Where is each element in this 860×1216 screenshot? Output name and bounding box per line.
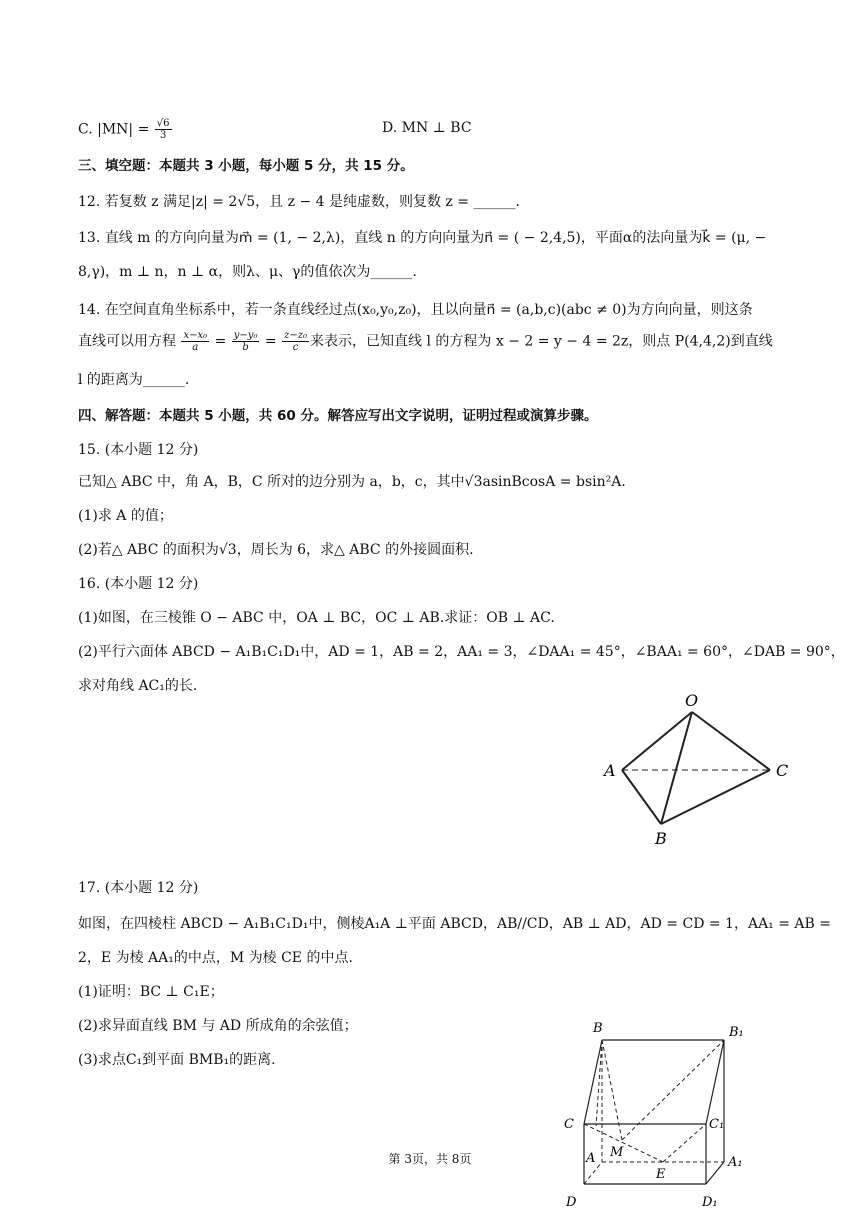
fig17-label-b: B — [593, 1021, 603, 1036]
page-footer: 第 3页，共 8页 — [388, 1152, 472, 1166]
fig16-label-a: A — [604, 761, 616, 780]
question-17-stem1: 如图，在四棱柱 ABCD − A₁B₁C₁D₁中，侧棱A₁A ⊥平面 ABCD，AB//CD，AB ⊥ AD，AD = CD = 1，AA₁ = AB = — [78, 916, 832, 932]
question-13-line1: 13. 直线 m 的方向向量为m⃗ = (1, − 2,λ)，直线 n 的方向向量为n⃗ = ( − 2,4,5)，平面α的法向量为k⃗ = (μ, − — [78, 230, 767, 246]
prism-figure — [556, 1016, 760, 1216]
question-17-stem2: 2，E 为棱 AA₁的中点，M 为棱 CE 的中点. — [78, 950, 353, 966]
option-c — [78, 118, 173, 141]
tetrahedron-figure — [596, 690, 806, 850]
fig17-label-e: E — [656, 1167, 666, 1182]
option-c-label: C. |MN| = — [78, 121, 150, 138]
question-15-title: 15. (本小题 12 分) — [78, 442, 199, 458]
q14-fraction-x: $\frac{\text{x−x₀}}{a}$ — [183, 330, 208, 353]
fig17-label-d: D — [566, 1195, 577, 1210]
fig17-label-a: A — [586, 1151, 596, 1166]
question-17-part3: (3)求点C₁到平面 BMB₁的距离. — [78, 1052, 276, 1068]
fig17-label-c1: C₁ — [709, 1117, 725, 1132]
question-17-title: 17. (本小题 12 分) — [78, 880, 199, 896]
question-15-part1: (1)求 A 的值； — [78, 508, 173, 524]
solve-section-header: 四、解答题：本题共 5 小题，共 60 分。解答应写出文字说明，证明过程或演算步骤。 — [78, 408, 598, 424]
q14-fraction-y: $\frac{\text{y−y₀}}{b}$ — [233, 330, 258, 353]
question-14-line3: l 的距离为______. — [78, 372, 190, 388]
question-14-line1: 14. 在空间直角坐标系中，若一条直线经过点(x₀,y₀,z₀)，且以向量n⃗ = (a,b,c)(abc ≠ 0)为方向向量，则这条 — [78, 302, 753, 318]
option-c-numerator: √6 — [156, 118, 170, 129]
q14-fraction-z: $\frac{\text{z−z₀}}{c}$ — [284, 330, 308, 353]
fig17-label-m: M — [610, 1145, 624, 1160]
q14-eq-2: = — [264, 333, 277, 350]
fig17-label-c: C — [564, 1117, 574, 1132]
question-14-line2 — [78, 330, 773, 353]
fig17-label-a1: A₁ — [728, 1155, 743, 1170]
question-16-title: 16. (本小题 12 分) — [78, 576, 199, 592]
option-d: D. MN ⊥ BC — [382, 120, 472, 136]
question-17-part2: (2)求异面直线 BM 与 AD 所成角的余弦值； — [78, 1018, 358, 1034]
fig17-label-b1: B₁ — [729, 1025, 744, 1040]
question-13-line2: 8,γ)，m ⊥ n，n ⊥ α，则λ、μ、γ的值依次为______. — [78, 264, 417, 280]
q14-line2-pre: 直线可以用方程 — [78, 333, 176, 350]
question-17-part1: (1)证明：BC ⊥ C₁E； — [78, 984, 224, 1000]
question-12: 12. 若复数 z 满足|z| = 2√5，且 z − 4 是纯虚数，则复数 z = ______. — [78, 194, 520, 210]
option-c-fraction — [155, 118, 172, 141]
fig16-label-o: O — [685, 691, 699, 710]
question-15-part2: (2)若△ ABC 的面积为√3，周长为 6，求△ ABC 的外接圆面积. — [78, 542, 474, 558]
option-c-denominator: 3 — [159, 130, 167, 141]
q14-eq-1: = — [214, 333, 227, 350]
q14-line2-post: 来表示，已知直线 l 的方程为 x − 2 = y − 4 = 2z，则点 P(4,4,2)到直线 — [310, 333, 773, 350]
question-15-stem: 已知△ ABC 中，角 A，B，C 所对的边分别为 a，b，c，其中√3asinBcosA = bsin²A. — [78, 474, 626, 490]
fig17-label-d1: D₁ — [702, 1195, 718, 1210]
fig16-label-b: B — [655, 829, 667, 848]
fill-section-header: 三、填空题：本题共 3 小题，每小题 5 分，共 15 分。 — [78, 158, 414, 174]
question-16-part2b: 求对角线 AC₁的长. — [78, 678, 198, 694]
fig16-label-c: C — [776, 761, 789, 780]
question-16-part1: (1)如图，在三棱锥 O − ABC 中，OA ⊥ BC，OC ⊥ AB.求证：OB ⊥ AC. — [78, 610, 555, 626]
question-16-part2: (2)平行六面体 ABCD − A₁B₁C₁D₁中，AD = 1，AB = 2，AA₁ = 3，∠DAA₁ = 45°，∠BAA₁ = 60°，∠DAB = 90°， — [78, 644, 845, 660]
